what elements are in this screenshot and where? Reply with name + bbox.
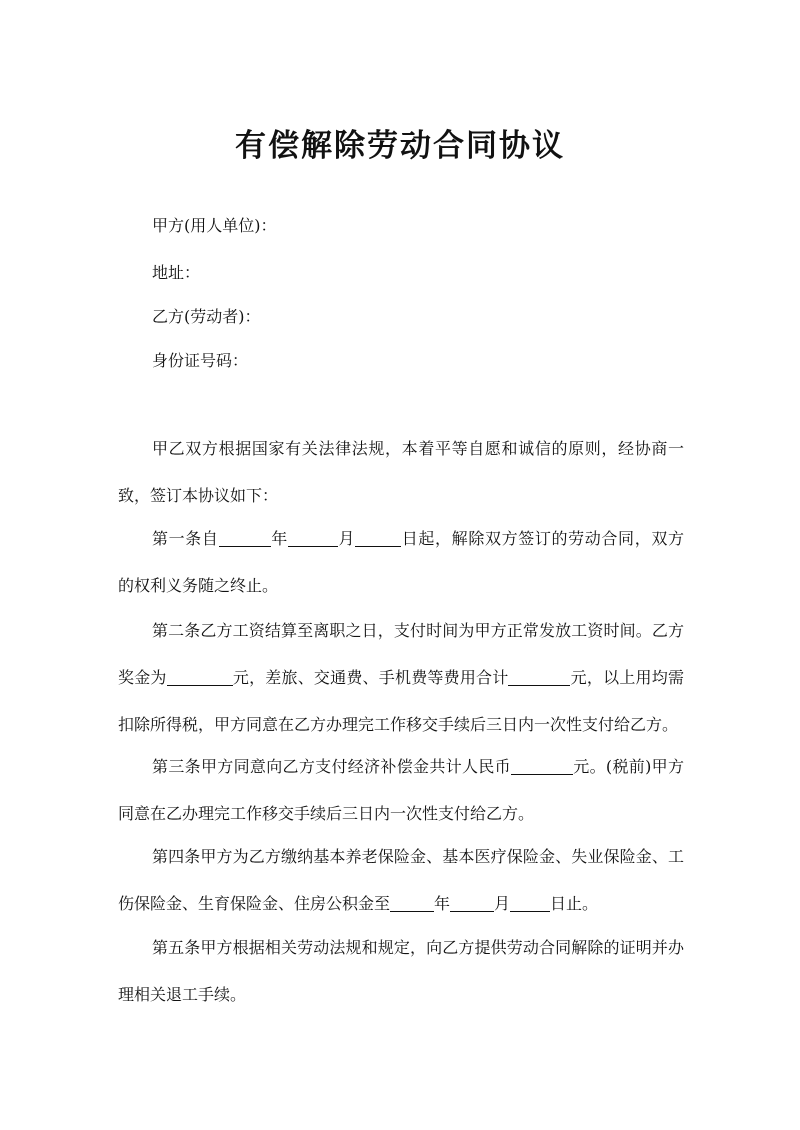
article-2-text-start: 第二条乙方工资结算至离职之日，支付时间为甲方正常发放工资时间。乙方奖金为 bbox=[118, 621, 684, 687]
article-4-month-label: 月 bbox=[494, 894, 511, 913]
article-5: 第五条甲方根据相关劳动法规和规定，向乙方提供劳动合同解除的证明并办理相关退工手续。 bbox=[118, 938, 684, 1004]
party-a-label: 甲方(用人单位)： bbox=[152, 216, 277, 235]
article-1-month-label: 月 bbox=[337, 529, 356, 548]
address-label: 地址： bbox=[152, 263, 201, 282]
article-2 bbox=[118, 607, 684, 748]
article-4-text-start: 第四条甲方为乙方缴纳基本养老保险金、基本医疗保险金、失业保险金、工伤保险金、生育保险金、住房公积金至 bbox=[118, 847, 684, 913]
article-2-text-end: 元，以上用均需扣除所得税，甲方同意在乙方办理完工作移交手续后三日内一次性支付给乙方。 bbox=[118, 668, 684, 734]
article-1 bbox=[118, 515, 684, 609]
article-4-year-label: 年 bbox=[434, 894, 451, 913]
document-title: 有偿解除劳动合同协议 bbox=[235, 128, 565, 164]
article-2-bonus-blank bbox=[167, 669, 233, 686]
article-4-year-blank bbox=[390, 895, 434, 912]
article-2-text-middle: 元，差旅、交通费、手机费等费用合计 bbox=[232, 668, 509, 687]
article-1-day-blank bbox=[355, 530, 401, 547]
article-1-text-start: 第一条自 bbox=[152, 529, 219, 548]
article-3-text-start: 第三条甲方同意向乙方支付经济补偿金共计人民币 bbox=[152, 757, 511, 776]
article-3 bbox=[118, 743, 684, 837]
id-number-label: 身份证号码： bbox=[152, 351, 249, 370]
article-1-month-blank bbox=[288, 530, 338, 547]
article-2-expenses-blank bbox=[508, 669, 570, 686]
party-b-label: 乙方(劳动者)： bbox=[152, 307, 261, 326]
article-3-amount-blank bbox=[511, 758, 573, 775]
article-1-year-label: 年 bbox=[270, 529, 288, 548]
article-4-text-end: 日止。 bbox=[550, 894, 599, 913]
article-3-text-end: 元。(税前)甲方同意在乙办理完工作移交手续后三日内一次性支付给乙方。 bbox=[118, 757, 684, 823]
intro-paragraph: 甲乙双方根据国家有关法律法规，本着平等自愿和诚信的原则，经协商一致，签订本协议如下： bbox=[118, 439, 684, 505]
article-4-day-blank bbox=[510, 895, 550, 912]
article-4 bbox=[118, 833, 684, 927]
article-4-month-blank bbox=[450, 895, 494, 912]
article-1-text-end: 日起，解除双方签订的劳动合同，双方的权利义务随之终止。 bbox=[118, 529, 684, 595]
article-1-year-blank bbox=[219, 530, 271, 547]
